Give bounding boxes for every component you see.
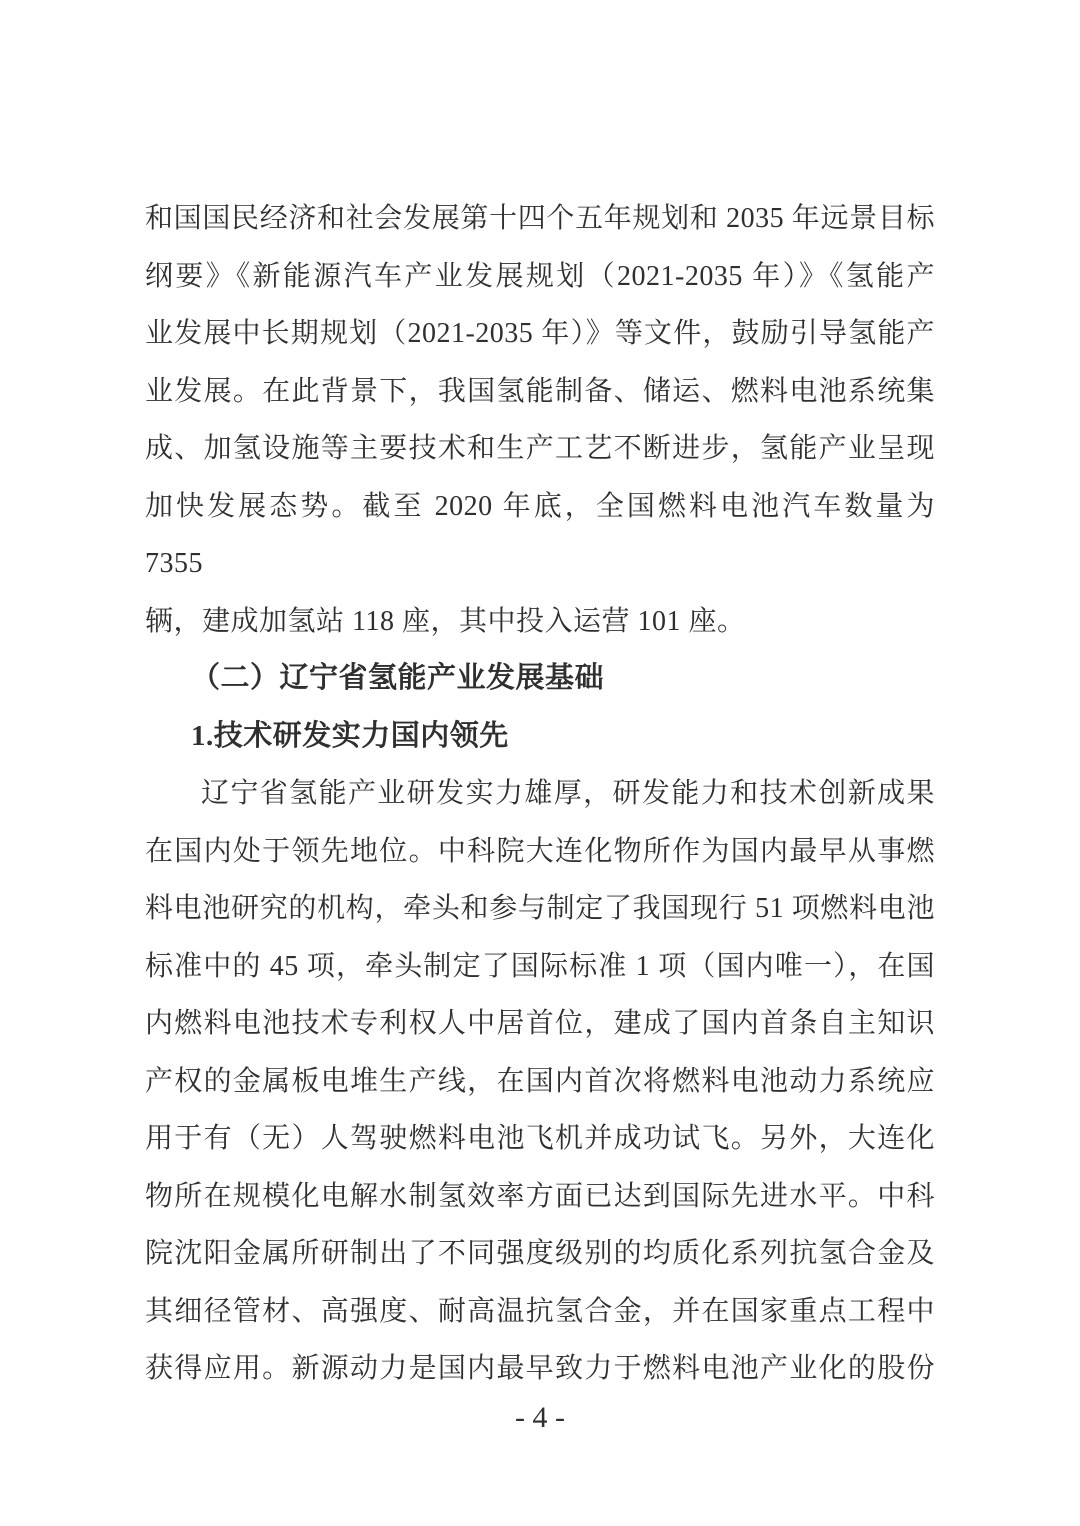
text-line: 辆，建成加氢站 118 座，其中投入运营 101 座。 xyxy=(145,605,746,637)
text-line: 用于有（无）人驾驶燃料电池飞机并成功试飞。另外，大连化 xyxy=(145,1123,935,1154)
text-line: 料电池研究的机构，牵头和参与制定了我国现行 51 项燃料电池 xyxy=(145,893,935,924)
text-line: 业发展中长期规划（2021-2035 年）》等文件，鼓励引导氢能产 xyxy=(145,318,935,349)
page-number: - 4 - xyxy=(515,1401,565,1434)
text-line: 在国内处于领先地位。中科院大连化物所作为国内最早从事燃 xyxy=(145,835,935,867)
document-body xyxy=(145,190,935,1398)
text-line: 物所在规模化电解水制氢效率方面已达到国际先进水平。中科 xyxy=(145,1180,935,1212)
text-line: 纲要》《新能源汽车产业发展规划（2021-2035 年）》《氢能产 xyxy=(145,260,935,292)
text-line: 标准中的 45 项，牵头制定了国际标准 1 项（国内唯一），在国 xyxy=(145,950,935,982)
subsection-heading: 1.技术研发实力国内领先 xyxy=(191,719,509,752)
text-line: 院沈阳金属所研制出了不同强度级别的均质化系列抗氢合金及 xyxy=(145,1238,935,1269)
section-heading: （二）辽宁省氢能产业发展基础 xyxy=(191,662,605,694)
text-line: 内燃料电池技术专利权人中居首位，建成了国内首条自主知识 xyxy=(145,1008,935,1039)
text-line: 加快发展态势。截至 2020 年底，全国燃料电池汽车数量为 7355 xyxy=(145,490,935,579)
text-line: 成、加氢设施等主要技术和生产工艺不断进步，氢能产业呈现 xyxy=(145,433,935,464)
text-line: 业发展。在此背景下，我国氢能制备、储运、燃料电池系统集 xyxy=(145,375,935,407)
text-line: 辽宁省氢能产业研发实力雄厚，研发能力和技术创新成果 xyxy=(201,778,935,809)
text-line: 和国国民经济和社会发展第十四个五年规划和 2035 年远景目标 xyxy=(145,203,935,234)
text-line: 其细径管材、高强度、耐高温抗氢合金，并在国家重点工程中 xyxy=(145,1295,935,1327)
text-line: 获得应用。新源动力是国内最早致力于燃料电池产业化的股份 xyxy=(145,1353,935,1384)
text-line: 产权的金属板电堆生产线，在国内首次将燃料电池动力系统应 xyxy=(145,1065,935,1097)
